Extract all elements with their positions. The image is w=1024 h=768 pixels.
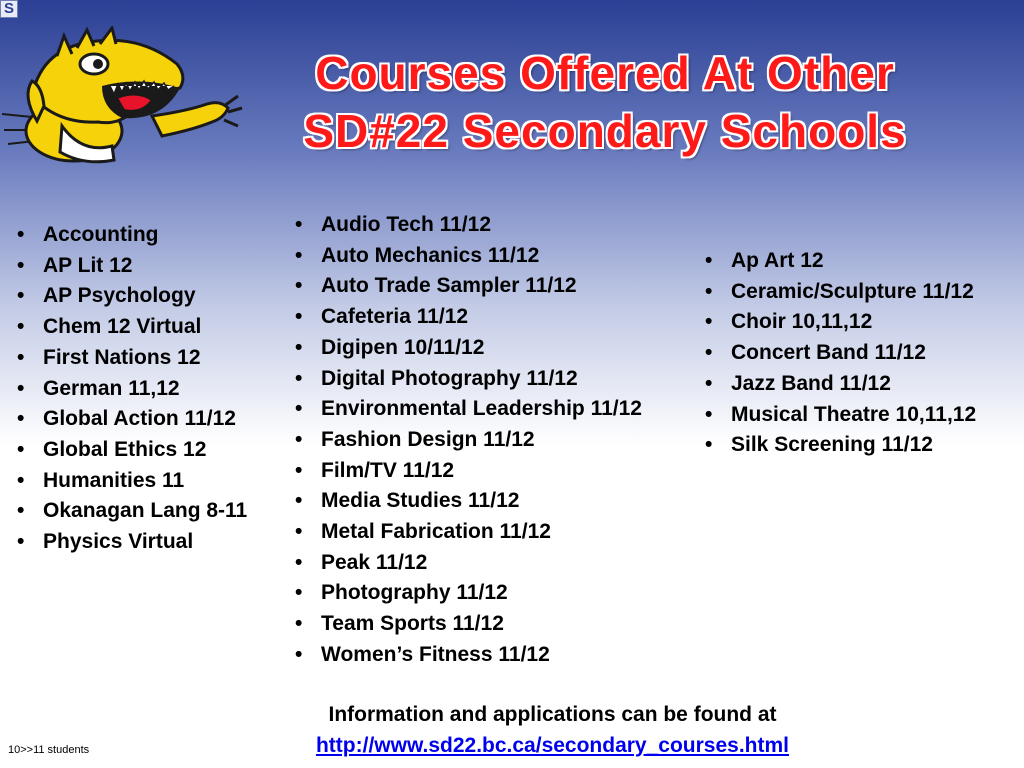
course-name: Chem 12 Virtual — [43, 315, 202, 339]
course-name: Global Ethics 12 — [43, 437, 207, 461]
course-name: Photography 11/12 — [321, 581, 508, 605]
bullet-icon: • — [705, 249, 713, 272]
course-name: Team Sports 11/12 — [321, 612, 504, 636]
course-list-item — [17, 281, 247, 312]
course-name: Fashion Design 11/12 — [321, 427, 535, 451]
course-list-item — [295, 241, 642, 272]
course-list-column-3 — [705, 246, 981, 461]
course-list-item — [295, 640, 642, 671]
course-list-item — [705, 400, 981, 431]
slide-title-line-1: Courses Offered At Other — [315, 47, 895, 99]
course-list-item — [705, 277, 981, 308]
course-name: Digital Photography 11/12 — [321, 366, 578, 390]
bullet-icon: • — [17, 345, 25, 369]
course-list-item — [17, 343, 247, 374]
course-list-item — [17, 251, 247, 282]
bullet-icon: • — [17, 253, 25, 277]
slide-title — [230, 44, 980, 160]
course-list-item — [17, 527, 247, 558]
course-name: Global Action 11/12 — [43, 407, 236, 431]
course-name: Metal Fabrication 11/12 — [321, 520, 551, 544]
bullet-icon: • — [295, 427, 303, 451]
course-name: Musical Theatre 10,11,12 — [731, 402, 977, 426]
course-name: AP Lit 12 — [43, 253, 133, 277]
course-name: Okanagan Lang 8-11 — [43, 499, 248, 523]
course-name: Jazz Band 11/12 — [731, 371, 891, 395]
course-name: Humanities 11 — [43, 468, 185, 492]
course-list-item — [705, 369, 981, 400]
bullet-icon: • — [295, 397, 303, 421]
info-text: Information and applications can be found at — [328, 703, 777, 726]
bullet-icon: • — [17, 499, 25, 523]
course-list-column-2 — [295, 210, 642, 671]
course-list-item — [295, 425, 642, 456]
bullet-icon: • — [705, 433, 713, 457]
bullet-icon: • — [17, 376, 25, 400]
bullet-icon: • — [295, 274, 303, 298]
course-list-item — [295, 578, 642, 609]
course-list-item — [705, 246, 981, 277]
course-list-item — [705, 307, 981, 338]
bullet-icon: • — [295, 612, 303, 636]
bullet-icon: • — [295, 366, 303, 390]
bullet-icon: • — [295, 243, 303, 267]
footnote: 10>>11 students — [8, 744, 90, 756]
course-list-item — [295, 548, 642, 579]
course-name: Environmental Leadership 11/12 — [321, 397, 642, 421]
bullet-icon: • — [295, 642, 303, 666]
bullet-icon: • — [295, 458, 303, 482]
bullet-icon: • — [705, 310, 713, 334]
course-list-item — [295, 302, 642, 333]
course-name: Cafeteria 11/12 — [321, 305, 469, 329]
course-name: Ceramic/Sculpture 11/12 — [731, 279, 974, 303]
course-name: Auto Trade Sampler 11/12 — [321, 274, 577, 298]
course-list-item — [17, 466, 247, 497]
course-name: Women’s Fitness 11/12 — [321, 642, 550, 666]
course-name: Silk Screening 11/12 — [731, 433, 933, 457]
bullet-icon: • — [17, 315, 25, 339]
courses-link[interactable]: http://www.sd22.bc.ca/secondary_courses.html — [315, 734, 790, 757]
course-list-item — [295, 394, 642, 425]
bullet-icon: • — [17, 468, 25, 492]
course-name: Media Studies 11/12 — [321, 489, 520, 513]
course-name: First Nations 12 — [43, 345, 201, 369]
bullet-icon: • — [295, 489, 303, 513]
course-name: Digipen 10/11/12 — [321, 335, 485, 359]
bullet-icon: • — [295, 550, 303, 574]
course-name: AP Psychology — [43, 284, 196, 308]
course-name: German 11,12 — [43, 376, 180, 400]
course-list-item — [17, 220, 247, 251]
bullet-icon: • — [17, 530, 25, 554]
course-name: Accounting — [43, 223, 159, 246]
course-list-item — [295, 609, 642, 640]
course-name: Concert Band 11/12 — [731, 341, 926, 365]
course-name: Audio Tech 11/12 — [321, 213, 491, 236]
course-name: Auto Mechanics 11/12 — [321, 243, 540, 267]
bullet-icon: • — [295, 520, 303, 544]
course-name: Film/TV 11/12 — [321, 458, 455, 482]
bullet-icon: • — [295, 213, 303, 236]
course-list-item — [17, 312, 247, 343]
course-name: Peak 11/12 — [321, 550, 428, 574]
course-list-item — [295, 271, 642, 302]
bullet-icon: • — [295, 581, 303, 605]
course-list-item — [295, 456, 642, 487]
course-name: Physics Virtual — [43, 530, 194, 554]
slide-title-line-2: SD#22 Secondary Schools — [303, 105, 907, 157]
bullet-icon: • — [17, 284, 25, 308]
bullet-icon: • — [17, 223, 25, 246]
course-list-item — [17, 404, 247, 435]
course-list-item — [17, 435, 247, 466]
info-block — [230, 699, 875, 761]
bullet-icon: • — [705, 279, 713, 303]
bullet-icon: • — [705, 402, 713, 426]
bullet-icon: • — [295, 335, 303, 359]
bullet-icon: • — [705, 341, 713, 365]
course-name: Choir 10,11,12 — [731, 310, 873, 334]
course-list-item — [295, 210, 642, 241]
course-name: Ap Art 12 — [731, 249, 824, 272]
course-list-item — [295, 364, 642, 395]
course-list-item — [17, 374, 247, 405]
course-list-column-1 — [17, 220, 247, 558]
course-list-item — [705, 338, 981, 369]
course-list-item — [295, 517, 642, 548]
course-list-item — [295, 333, 642, 364]
course-list-item — [295, 486, 642, 517]
bullet-icon: • — [17, 407, 25, 431]
course-list-item — [17, 496, 247, 527]
bullet-icon: • — [17, 437, 25, 461]
bullet-icon: • — [295, 305, 303, 329]
gator-mascot-icon — [2, 26, 244, 166]
course-list-item — [705, 430, 981, 461]
bullet-icon: • — [705, 371, 713, 395]
s-logo-badge: S — [0, 0, 18, 18]
